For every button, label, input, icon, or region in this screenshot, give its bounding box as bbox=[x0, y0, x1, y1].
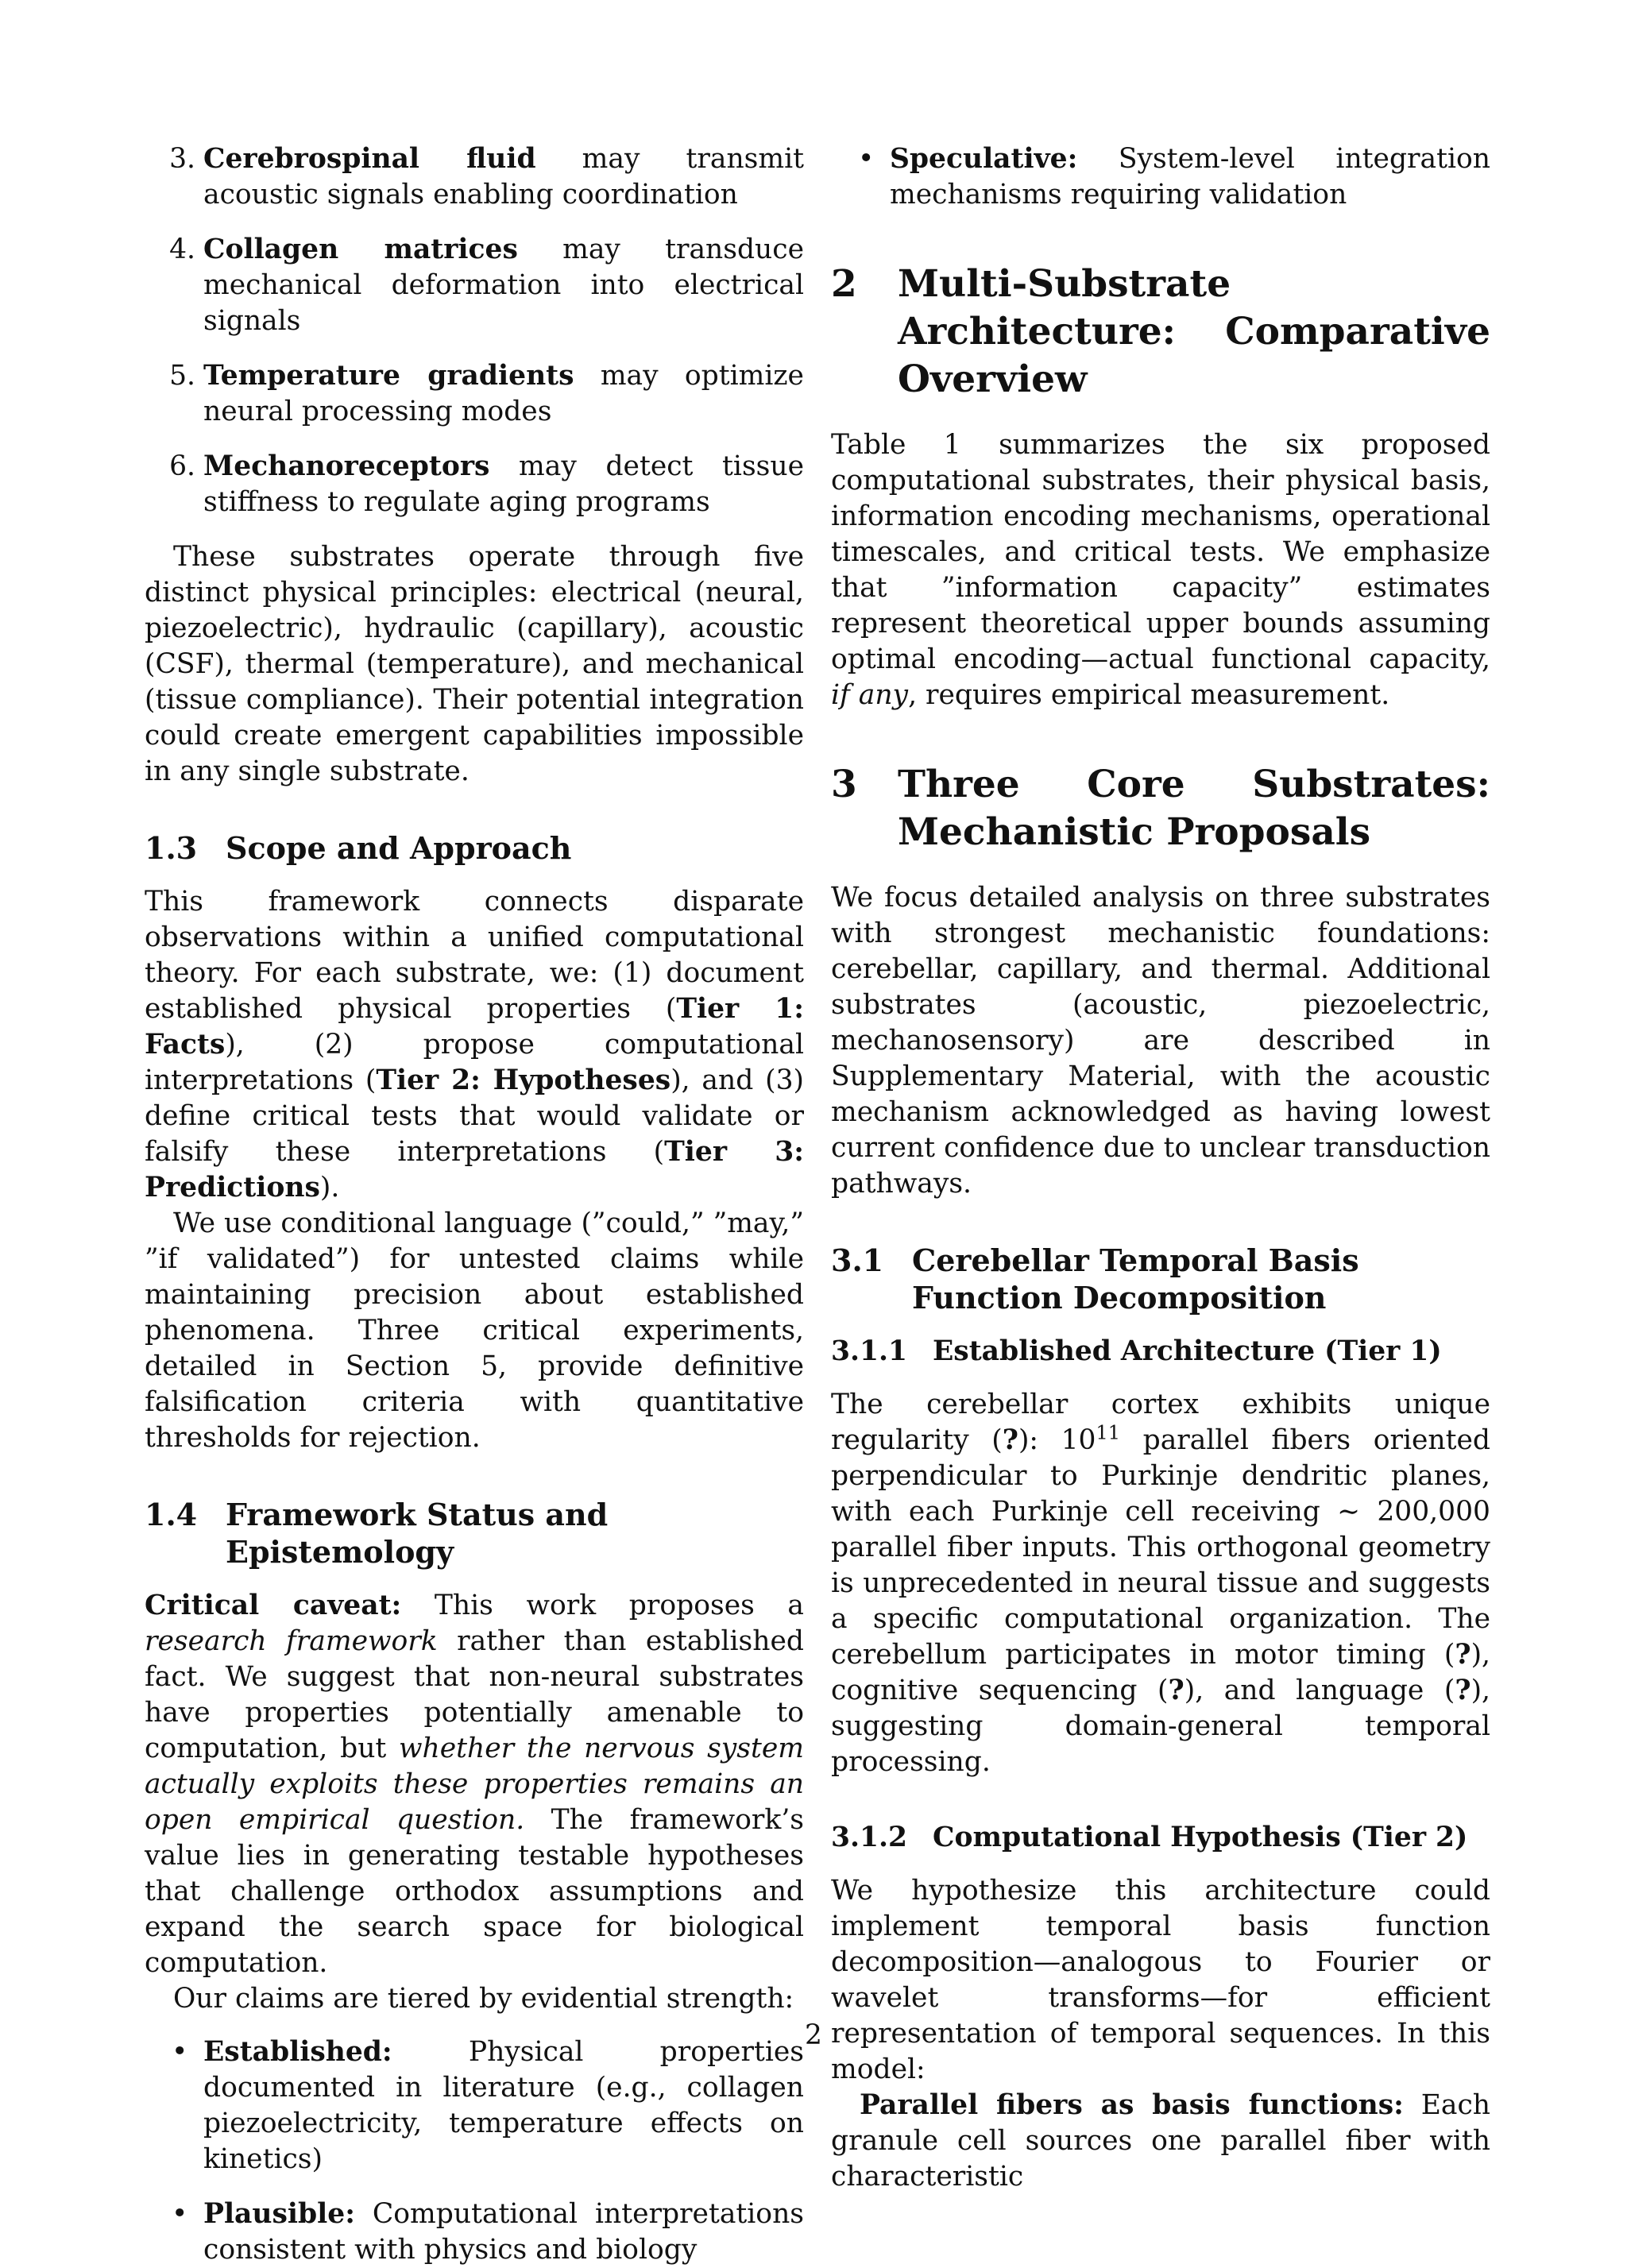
list-item: 3. Cerebrospinal fluid may transmit acoustic signals enabling coordination bbox=[169, 143, 804, 211]
section-1-4-heading: 1.4 Framework Status and Epistemology bbox=[145, 1497, 609, 1570]
critical-caveat-paragraph: Critical caveat: This work proposes a research framework rather than established fact. We suggest that non-neural substrates have properties potentially amenable to computation, but whether the nervous system actually exploits these properties remains an open empirical question. The framework’s value lies in generating testable hypotheses that challenge orthodox assumptions and expand the search space for biological computation. bbox=[145, 1590, 805, 1979]
list-item: 4. Collagen matrices may transduce mechanical deformation into electrical signals bbox=[169, 234, 804, 337]
right-column bbox=[831, 141, 1490, 2195]
tiered-claims-paragraph: Our claims are tiered by evidential strength: bbox=[173, 1983, 794, 2015]
list-item: • Established: Physical properties documented in literature (e.g., collagen piezoelectricity, temperature effects on kinetics) bbox=[172, 2036, 804, 2175]
section-2-paragraph: Table 1 summarizes the six proposed computational substrates, their physical basis, information encoding mechanisms, operational timescales, and critical tests. We emphasize that ”information capacity” estimates represent theoretical upper bounds assuming optimal encoding—actual functional capacity, if any, requires empirical measurement. bbox=[831, 429, 1490, 711]
bullet-icon: • bbox=[172, 2198, 188, 2230]
substrate-list bbox=[145, 141, 804, 520]
evidence-tier-list bbox=[145, 2034, 804, 2268]
section-2-heading: 2 Multi-Substrate Architecture: Comparative Overview bbox=[831, 262, 1490, 401]
list-item: • Speculative: System-level integration mechanisms requiring validation bbox=[858, 143, 1490, 211]
section-3-paragraph: We focus detailed analysis on three substrates with strongest mechanistic foundations: cerebellar, capillary, and thermal. Additional substrates (acoustic, piezoelectric, mechanosensory) are described in Supplementary Material, with the acoustic mechanism acknowledged as having lowest current confidence due to unclear transduction pathways. bbox=[831, 882, 1490, 1200]
scope-paragraph: This framework connects disparate observations within a unified computational theory. For each substrate, we: (1) document established physical properties (Tier 1: Facts), (2) propose computational interpretations (Tier 2: Hypotheses), and (3) define critical tests that would validate or falsify these interpretations (Tier 3: Predictions). bbox=[145, 886, 804, 1204]
cerebellar-architecture-paragraph: The cerebellar cortex exhibits unique regularity (?): $10^{11}$ parallel fibers oriented perpendicular to Purkinje dendritic planes, with each Purkinje cell receiving ∼ 200,000 parallel fiber inputs. This orthogonal geometry is unprecedented in neural tissue and suggests a specific computational organization. The cerebellum participates in motor timing (?), cognitive sequencing (?), and language (?), suggesting domain-general temporal processing. bbox=[831, 1389, 1491, 1778]
section-1-3-heading: 1.3 Scope and Approach bbox=[145, 830, 572, 866]
section-3-1-heading: 3.1 Cerebellar Temporal Basis Function Decomposition bbox=[831, 1242, 1359, 1316]
list-item: 6. Mechanoreceptors may detect tissue stiffness to regulate aging programs bbox=[169, 450, 804, 518]
computational-hypothesis-paragraph: We hypothesize this architecture could implement temporal basis function decomposition—analogous to Fourier or wavelet transforms—for efficient representation of temporal sequences. In this model: bbox=[831, 1875, 1490, 2085]
section-3-1-2-heading: 3.1.2 Computational Hypothesis (Tier 2) bbox=[831, 1822, 1468, 1853]
evidence-tier-list-continued bbox=[831, 141, 1490, 213]
conditional-language-paragraph: We use conditional language (”could,” ”may,” ”if validated”) for untested claims while maintaining precision about established phenomena. Three critical experiments, detailed in Section 5, provide definitive falsification criteria with quantitative thresholds for rejection. bbox=[145, 1207, 804, 1454]
principles-paragraph: These substrates operate through five distinct physical principles: electrical (neural, piezoelectric), hydraulic (capillary), acoustic (CSF), thermal (temperature), and mechanical (tissue compliance). Their potential integration could create emergent capabilities impossible in any single substrate. bbox=[145, 541, 804, 787]
parallel-fibers-paragraph: Parallel fibers as basis functions: Each granule cell sources one parallel fiber with characteristic bbox=[831, 2089, 1491, 2193]
bullet-icon: • bbox=[858, 143, 875, 175]
section-3-1-1-heading: 3.1.1 Established Architecture (Tier 1) bbox=[831, 1335, 1442, 1367]
list-item: 5. Temperature gradients may optimize neural processing modes bbox=[169, 360, 804, 427]
list-item: • Plausible: Computational interpretations consistent with physics and biology bbox=[172, 2198, 804, 2266]
left-column bbox=[145, 141, 804, 2268]
section-3-heading: 3 Three Core Substrates: Mechanistic Proposals bbox=[831, 763, 1490, 854]
bullet-icon: • bbox=[172, 2036, 188, 2068]
page-number: 2 bbox=[805, 2019, 822, 2051]
